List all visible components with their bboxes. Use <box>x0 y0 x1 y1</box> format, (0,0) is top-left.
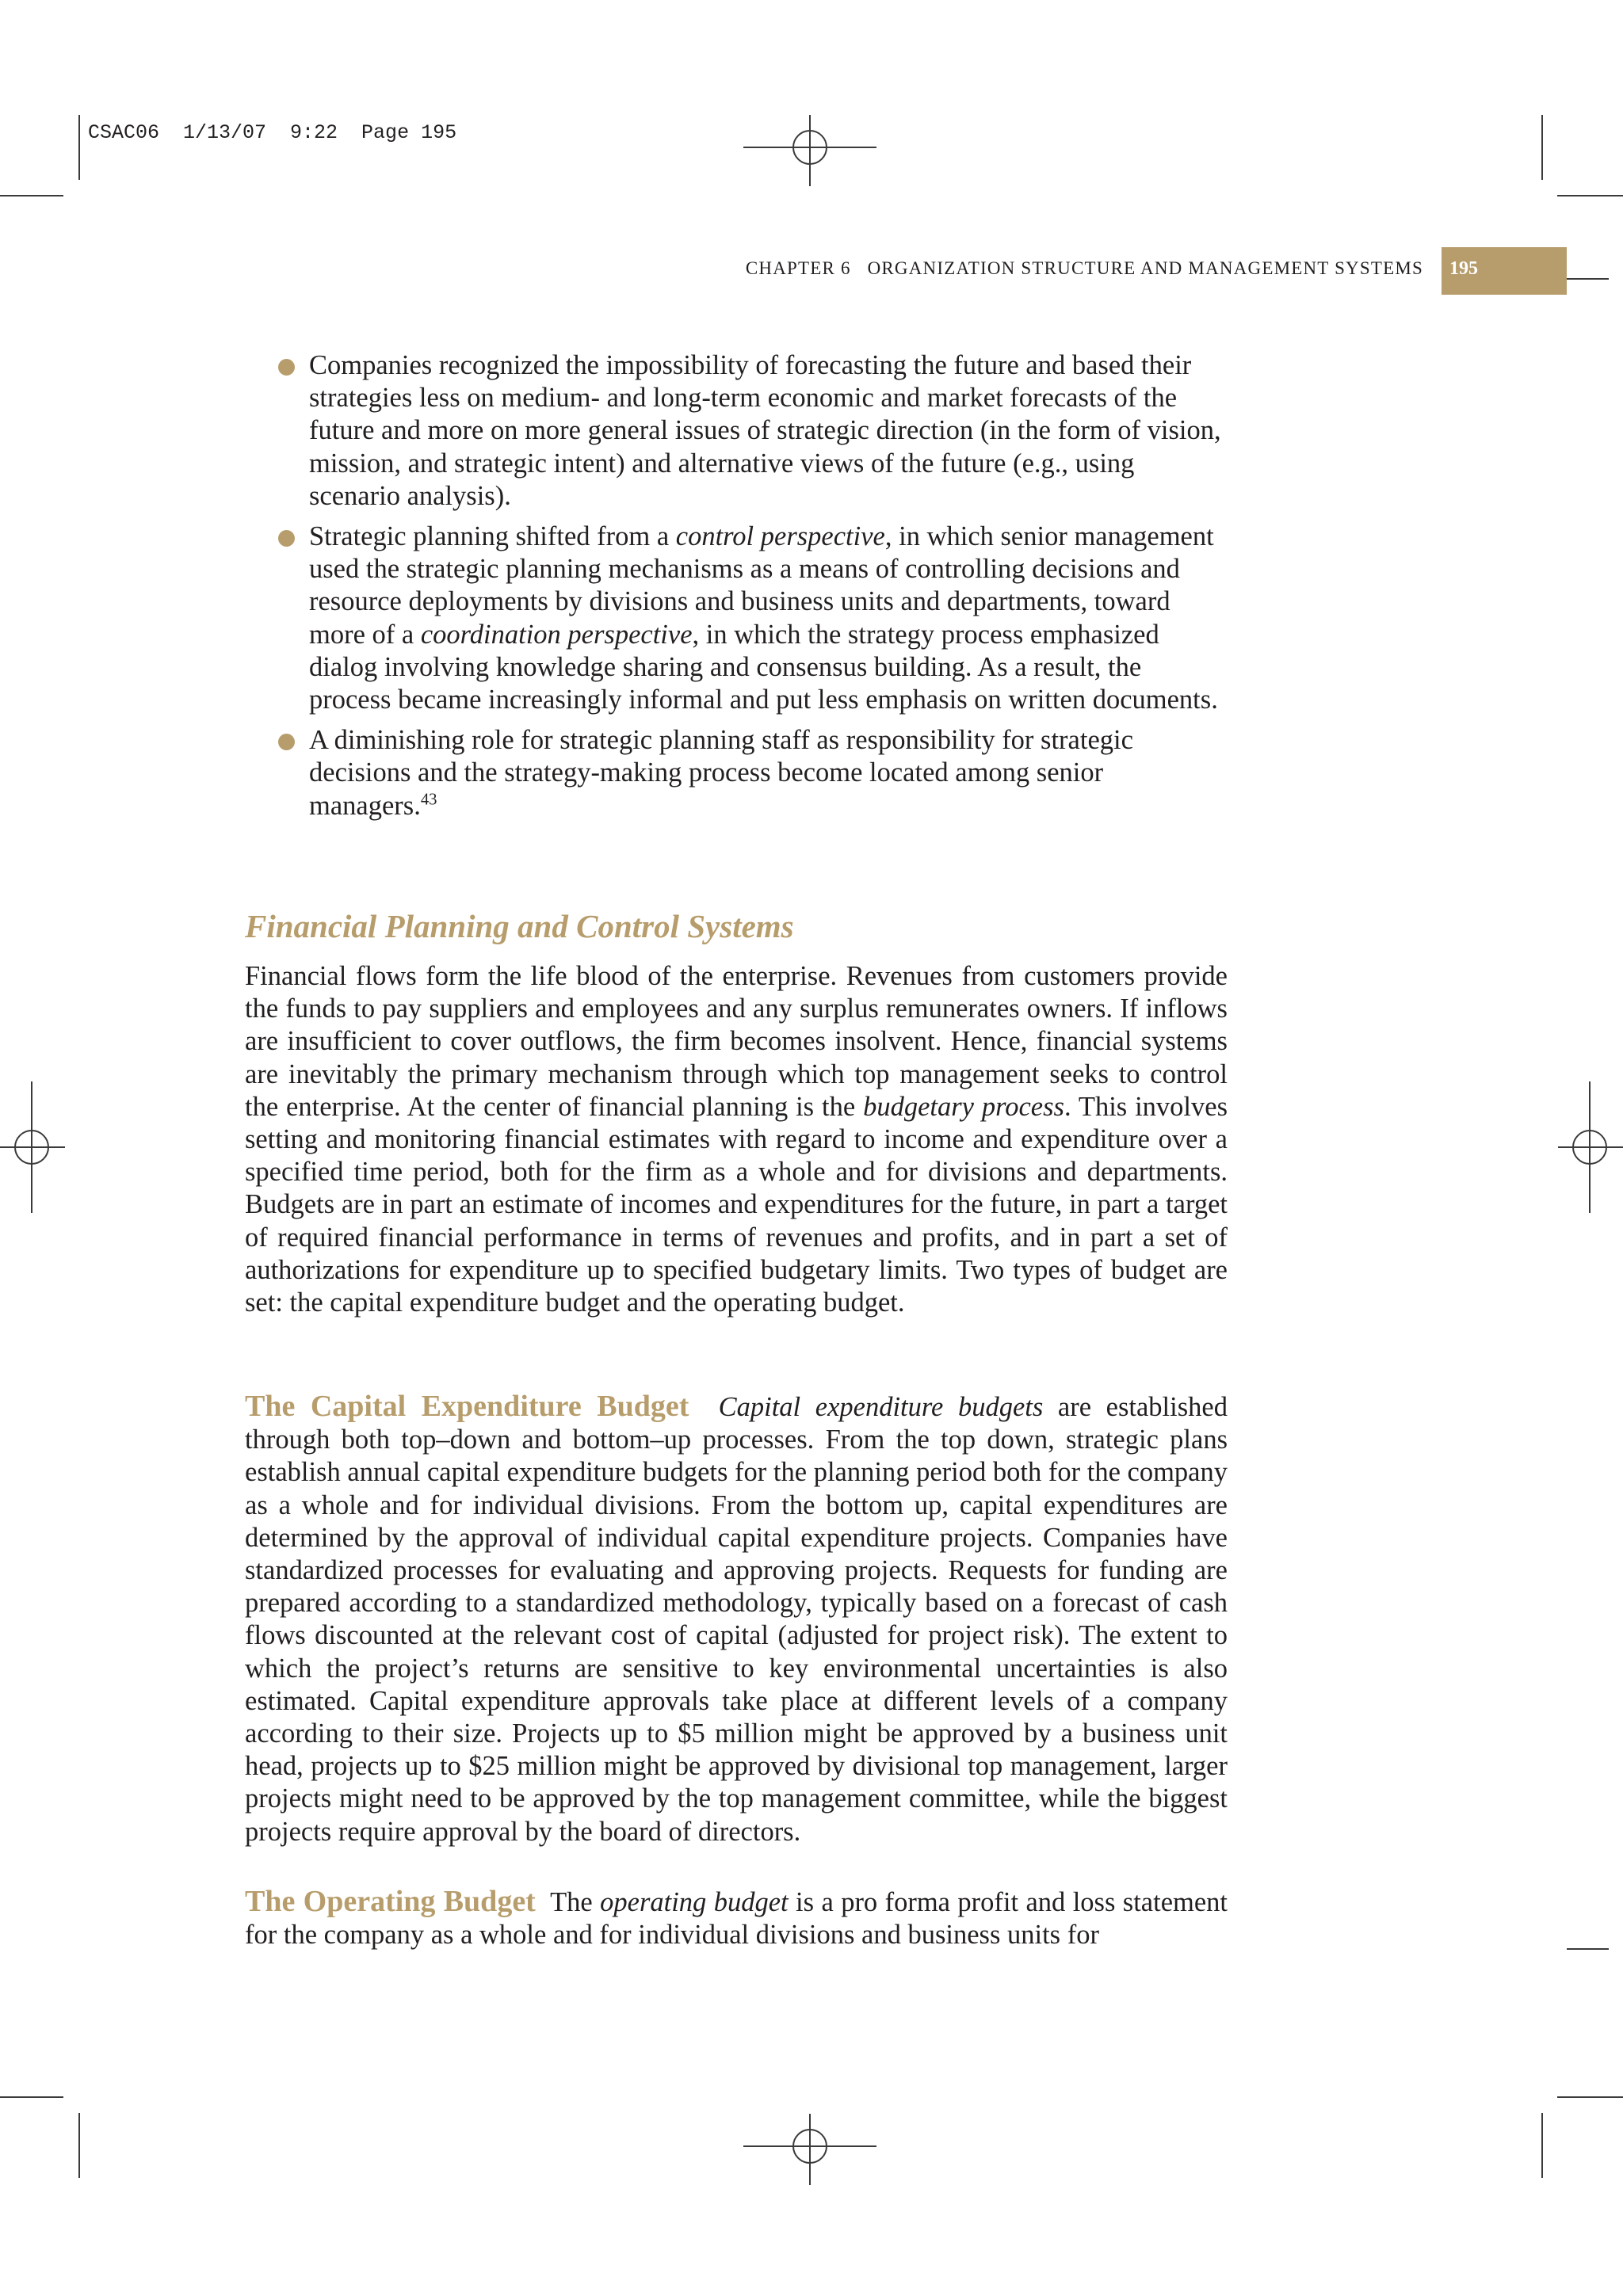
run-in-heading: The Capital Expenditure Budget <box>245 1390 689 1423</box>
bullet-emphasis: control perspective <box>675 521 885 552</box>
bullet-emphasis: coordination perspective <box>420 619 693 650</box>
registration-mark-right <box>1558 1081 1623 1213</box>
bullet-icon <box>278 530 295 547</box>
running-head <box>746 258 1423 279</box>
bullet-text: , in which the strategy process emphasized dialog involving knowledge sharing and consensus building. As a result, the process became increasingly informal and put less emphasis on written documents. <box>309 619 1218 715</box>
page-number-tab <box>1442 247 1567 295</box>
run-in-heading: The Operating Budget <box>245 1885 536 1918</box>
term-emphasis: budgetary process <box>863 1091 1064 1122</box>
chapter-label: CHAPTER 6 <box>745 258 851 278</box>
bullet-text: Companies recognized the impossibility of forecasting the future and based their strategies less on medium- and long-term economic and market forecasts of the future and more on more general issues of strategic direction (in the form of vision, mission, and strategic intent) and alternative views of the future (e.g., using scenario analysis). <box>309 350 1221 511</box>
registration-mark-bottom <box>743 2114 876 2185</box>
paragraph-text: . This involves setting and monitoring financial estimates with regard to income and expenditure over a specified time period, both for the firm as a whole and for divisions and departments. Budgets are in part an estimate of incomes and expenditures for the future, in part a target of required financial performance in terms of revenues and profits, and in part a set of authorizations for expenditure up to specified budgetary limits. Two types of budget are set: the capital expenditure budget and the operating budget. <box>245 1091 1228 1318</box>
paragraph-text: The <box>550 1887 601 1917</box>
print-slug: CSAC06 1/13/07 9:22 Page 195 <box>88 121 457 144</box>
bullet-icon <box>278 734 295 750</box>
page-number: 195 <box>1449 258 1478 279</box>
chapter-title: ORGANIZATION STRUCTURE AND MANAGEMENT SYSTEMS <box>867 258 1423 278</box>
registration-mark-top <box>743 115 876 186</box>
term-emphasis: Capital expenditure budgets <box>718 1392 1044 1422</box>
section-heading: Financial Planning and Control Systems <box>245 908 794 944</box>
registration-mark-left <box>0 1081 65 1213</box>
term-emphasis: operating budget <box>600 1887 789 1917</box>
paragraph-text: is a pro forma profit and loss statement for the company as a whole and for individual divisions and business units for <box>245 1887 1228 1951</box>
paragraph-text: Financial flows form the life blood of the enterprise. Revenues from customers provide the funds to pay suppliers and employees and any surplus remunerates owners. If inflows are insufficient to cover outflows, the firm becomes insolvent. Hence, financial systems are inevitably the primary mechanism through which top management seeks to control the enterprise. At the center of financial planning is the <box>245 961 1228 1122</box>
list-item <box>309 521 1228 716</box>
list-item <box>309 724 1228 822</box>
paragraph-text: are established through both top–down and bottom–up processes. From the top down, strategic plans establish annual capital expenditure budgets for the planning period both for the company as a whole and for individual divisions. From the bottom up, capital expenditures are determined by the approval of individual capital expenditure projects. Companies have standardized processes for evaluating and approving projects. Requests for funding are prepared according to a standardized methodology, typically based on a forecast of cash flows discounted at the relevant cost of capital (adjusted for project risk). The extent to which the project’s returns are sensitive to key environmental uncertainties is also estimated. Capital expenditure approvals take place at different levels of a company according to their size. Projects up to $5 million might be approved by a business unit head, projects up to $25 million might be approved by divisional top management, larger projects might need to be approved by the top management committee, while the biggest projects require approval by the board of directors. <box>245 1392 1228 1847</box>
bullet-text: , in which senior management used the strategic planning mechanisms as a means of controlling decisions and resource deployments by divisions and business units and departments, toward more of a <box>309 521 1214 650</box>
footnote-ref: 43 <box>420 791 437 809</box>
bullet-text: Strategic planning shifted from a <box>309 521 676 552</box>
bullet-icon <box>278 359 295 376</box>
list-item <box>309 349 1228 513</box>
bullet-list <box>309 349 1228 830</box>
paragraph-capital-expenditure <box>245 1390 1228 1848</box>
paragraph-financial-flows <box>245 960 1228 1319</box>
bullet-text: A diminishing role for strategic planning staff as responsibility for strategic decisions and the strategy-making process become located among senior managers. <box>309 725 1133 821</box>
paragraph-operating-budget <box>245 1886 1228 1951</box>
